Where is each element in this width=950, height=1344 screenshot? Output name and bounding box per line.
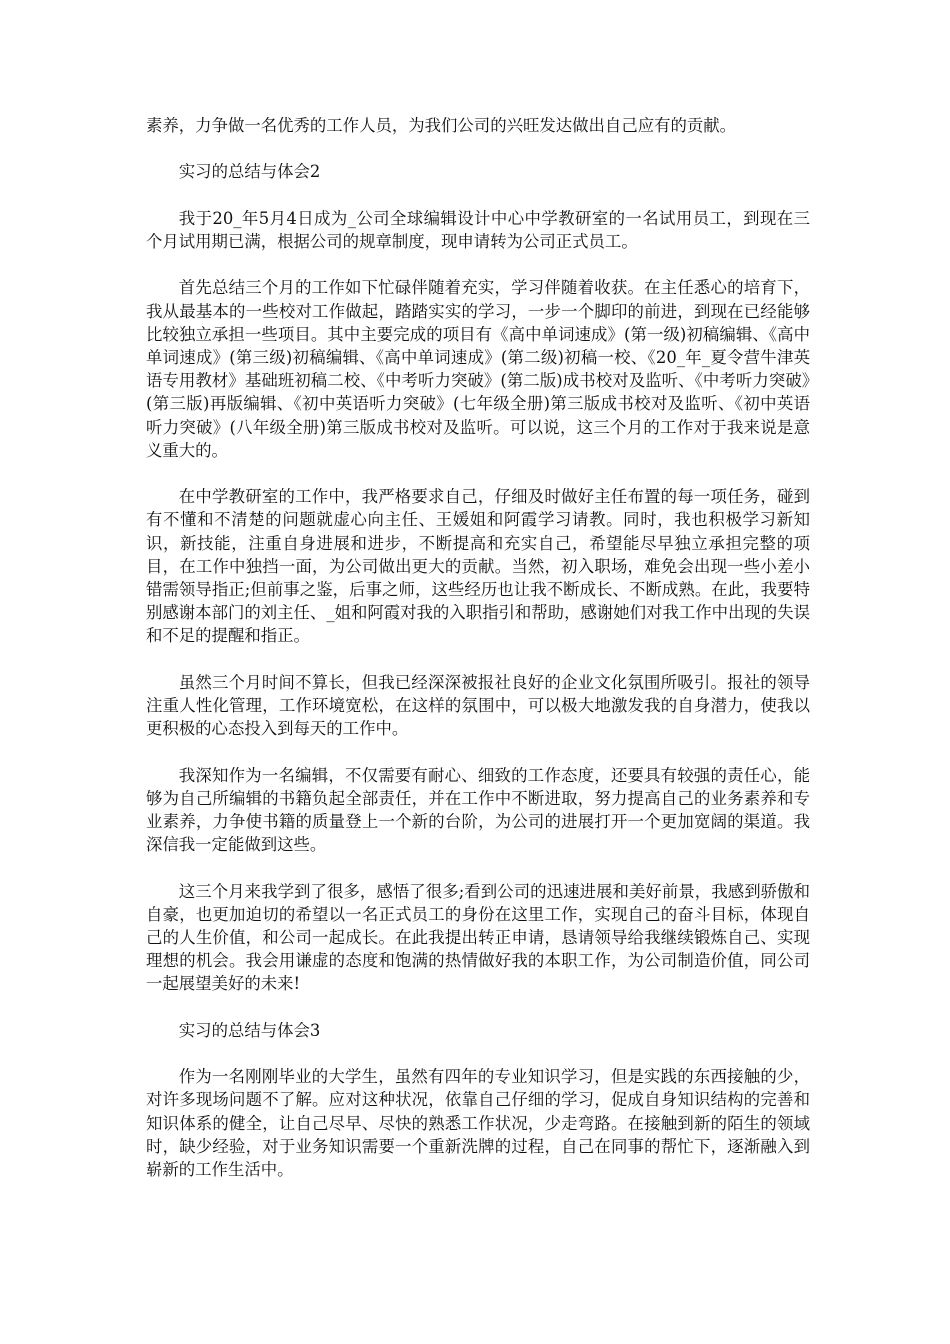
paragraph-intro: 我于20_年5月4日成为_公司全球编辑设计中心中学教研室的一名试用员工，到现在三个月试用期已满，根据公司的规章制度，现申请转为公司正式员工。 (146, 208, 810, 251)
paragraph-conclusion: 这三个月来我学到了很多，感悟了很多;看到公司的迅速进展和美好前景，我感到骄傲和自豪，也更加迫切的希望以一名正式员工的身份在这里工作，实现自己的奋斗目标，体现自己的人生价值，和公司一起成长。在此我提出转正申请，恳请领导给我继续锻炼自己、实现理想的机会。我会用谦虚的态度和饱满的热情做好我的本职工作，为公司制造价值，同公司一起展望美好的未来! (146, 881, 810, 994)
paragraph-editor-duty: 我深知作为一名编辑，不仅需要有耐心、细致的工作态度，还要具有较强的责任心，能够为自己所编辑的书籍负起全部责任，并在工作中不断进取，努力提高自己的业务素养和专业素养，力争使书籍的质量登上一个新的台阶，为公司的进展打开一个更加宽阔的渠道。我深信我一定能做到这些。 (146, 765, 810, 855)
section-heading-2: 实习的总结与体会2 (178, 162, 321, 182)
section-heading-3: 实习的总结与体会3 (178, 1020, 321, 1040)
paragraph-graduate: 作为一名刚刚毕业的大学生，虽然有四年的专业知识学习，但是实践的东西接触的少，对许多现场问题不了解。应对这种状况，依靠自己仔细的学习，促成自身知识结构的完善和知识体系的健全，让自己尽早、尽快的熟悉工作状况，少走弯路。在接触到新的陌生的领域时，缺少经验，对于业务知识需要一个重新洗牌的过程，自己在同事的帮忙下，逐渐融入到崭新的工作生活中。 (146, 1067, 810, 1179)
paragraph-culture: 虽然三个月时间不算长，但我已经深深被报社良好的企业文化氛围所吸引。报社的领导注重人性化管理，工作环境宽松，在这样的氛围中，可以极大地激发我的自身潜力，使我以更积极的心态投入到每天的工作中。 (146, 672, 810, 739)
paragraph-self-requirement: 在中学教研室的工作中，我严格要求自己，仔细及时做好主任布置的每一项任务，碰到有不懂和不清楚的问题就虚心向主任、王媛姐和阿霞学习请教。同时，我也积极学习新知识，新技能，注重自身进展和进步，不断提高和充实自己，希望能尽早独立承担完整的项目，在工作中独挡一面，为公司做出更大的贡献。当然，初入职场，难免会出现一些小差小错需领导指正;但前事之鉴，后事之师，这些经历也让我不断成长、不断成熟。在此，我要特别感谢本部门的刘主任、_姐和阿霞对我的入职指引和帮助，感谢她们对我工作中出现的失误和不足的提醒和指正。 (146, 487, 810, 646)
paragraph-work-summary: 首先总结三个月的工作如下忙碌伴随着充实，学习伴随着收获。在主任悉心的培育下，我从最基本的一些校对工作做起，踏踏实实的学习，一步一个脚印的前进，到现在已经能够比较独立承担一些项目。其中主要完成的项目有《高中单词速成》(第一级)初稿编辑、《高中单词速成》(第三级)初稿编辑、《高中单词速成》(第二级)初稿一校、《20_年_夏令营牛津英语专用教材》基础班初稿二校、《中考听力突破》(第二版)成书校对及监听、《中考听力突破》(第三版)再版编辑、《初中英语听力突破》(七年级全册)第三版成书校对及监听、《初中英语听力突破》(八年级全册)第三版成书校对及监听。可以说，这三个月的工作对于我来说是意义重大的。 (146, 278, 810, 460)
paragraph-continuation: 素养，力争做一名优秀的工作人员，为我们公司的兴旺发达做出自己应有的贡献。 (146, 116, 737, 135)
document-page (146, 114, 810, 1204)
